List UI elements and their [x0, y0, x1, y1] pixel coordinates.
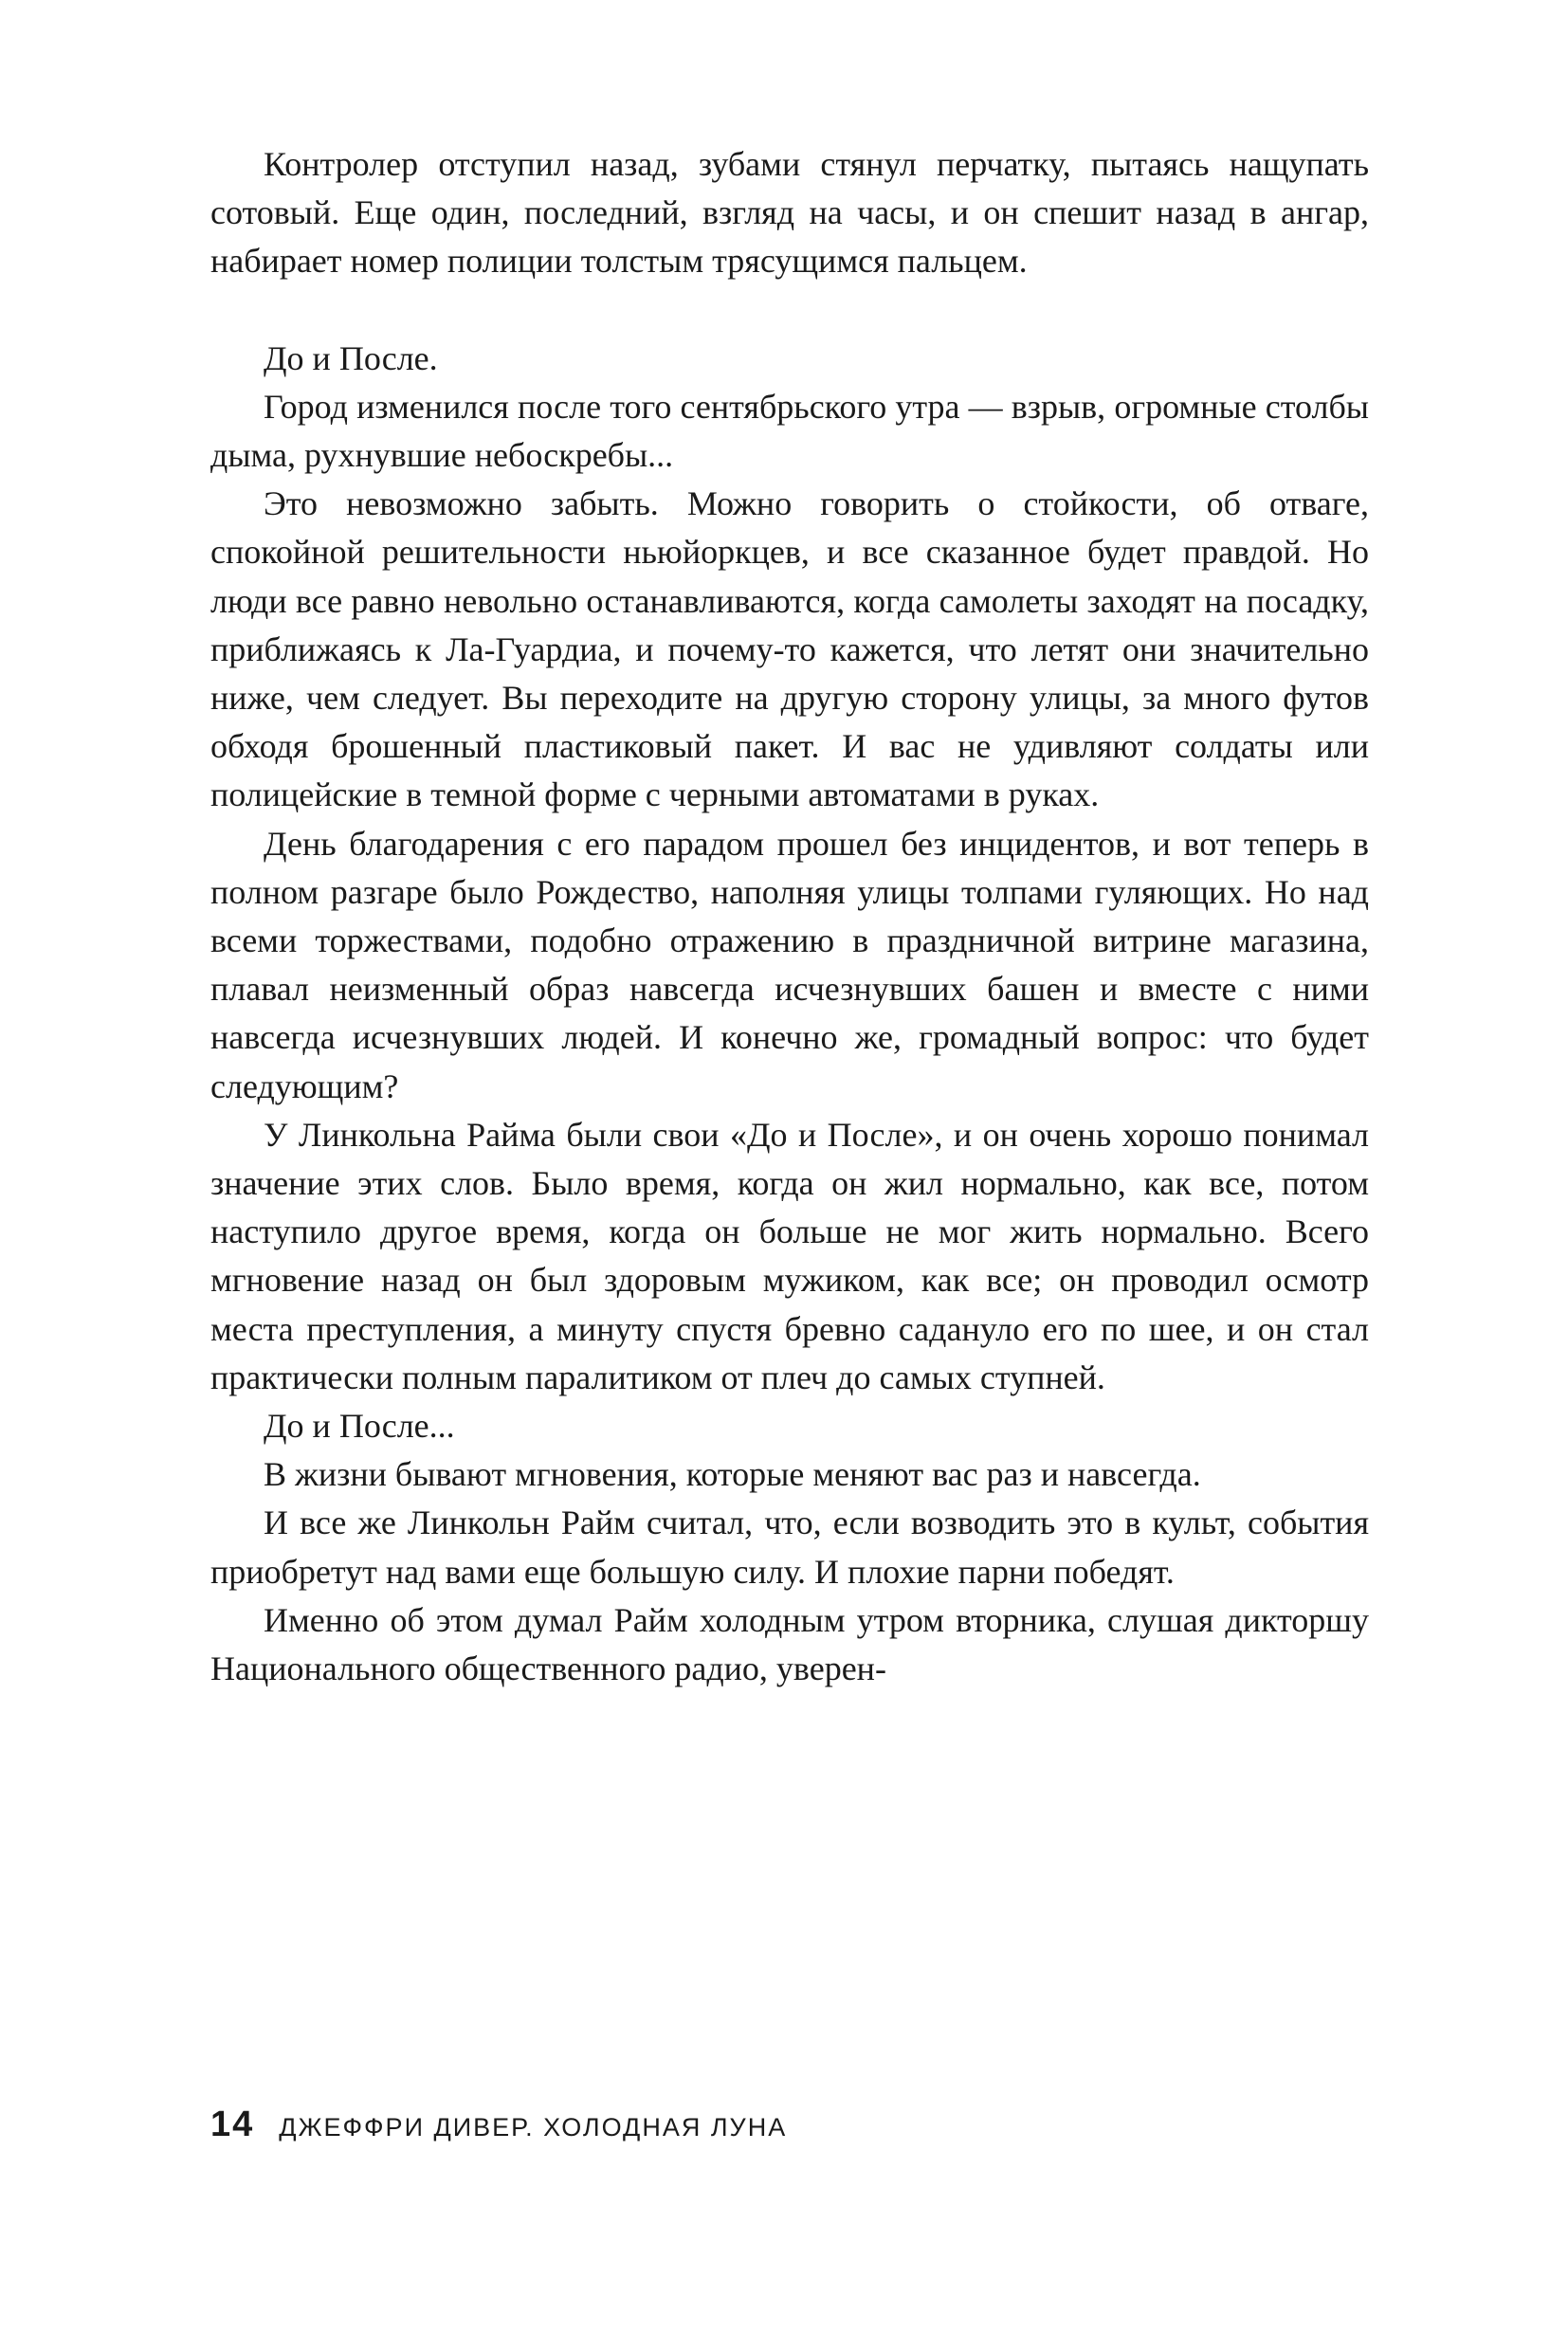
paragraph: Контролер отступил назад, зубами стянул перчатку, пытаясь нащупать сотовый. Еще один, последний, взгляд на часы, и он спешит назад в ангар, набирает номер полиции толстым трясущимся пальцем.: [210, 145, 1369, 281]
paragraph: Это невозможно забыть. Можно говорить о стойкости, об отваге, спокойной решительности ньюйоркцев, и все сказанное будет правдой. Но люди все равно невольно останавливаются, когда самолеты заходят на посадку, приближаясь к Ла-Гуардиа, и почему-то кажется, что летят они значительно ниже, чем следует. Вы переходите на другую сторону улицы, за много футов обходя брошенный пластиковый пакет. И вас не удивляют солдаты или полицейские в темной форме с черными автоматами в руках.: [210, 484, 1369, 814]
paragraph: В жизни бывают мгновения, которые меняют вас раз и навсегда.: [264, 1455, 1201, 1494]
paragraph: День благодарения с его парадом прошел без инцидентов, и вот теперь в полном разгаре было Рождество, наполняя улицы толпами гуляющих. Но над всеми торжествами, подобно отражению в праздничной витрине магазина, плавал неизменный образ навсегда исчезнувших башен и вместе с ними навсегда исчезнувших людей. И конечно же, громадный вопрос: что будет следующим?: [210, 824, 1369, 1105]
paragraph: Город изменился после того сентябрьского утра — взрыв, огромные столбы дыма, рухнувшие небоскребы...: [210, 387, 1369, 475]
paragraph: До и После.: [264, 338, 438, 377]
page-footer: [210, 2105, 787, 2145]
paragraph: И все же Линкольн Райм считал, что, если возводить это в культ, события приобретут над вами еще большую силу. И плохие парни победят.: [210, 1504, 1369, 1591]
paragraph: Именно об этом думал Райм холодным утром вторника, слушая дикторшу Национального общественного радио, уверен-: [210, 1600, 1369, 1688]
paragraph: У Линкольна Райма были свои «До и После», и он очень хорошо понимал значение этих слов. Было время, когда он жил нормально, как все, потом наступило другое время, когда он больше не мог жить нормально. Всего мгновение назад он был здоровым мужиком, как все; он проводил осмотр места преступления, а минуту спустя бревно садануло его по шее, и он стал практически полным паралитиком от плеч до самых ступней.: [210, 1115, 1369, 1396]
paragraph: До и После...: [264, 1407, 455, 1446]
page-number: 14: [210, 2105, 255, 2144]
body-text: [210, 140, 1369, 1693]
running-head: ДЖЕФФРИ ДИВЕР. ХОЛОДНАЯ ЛУНА: [279, 2113, 788, 2141]
